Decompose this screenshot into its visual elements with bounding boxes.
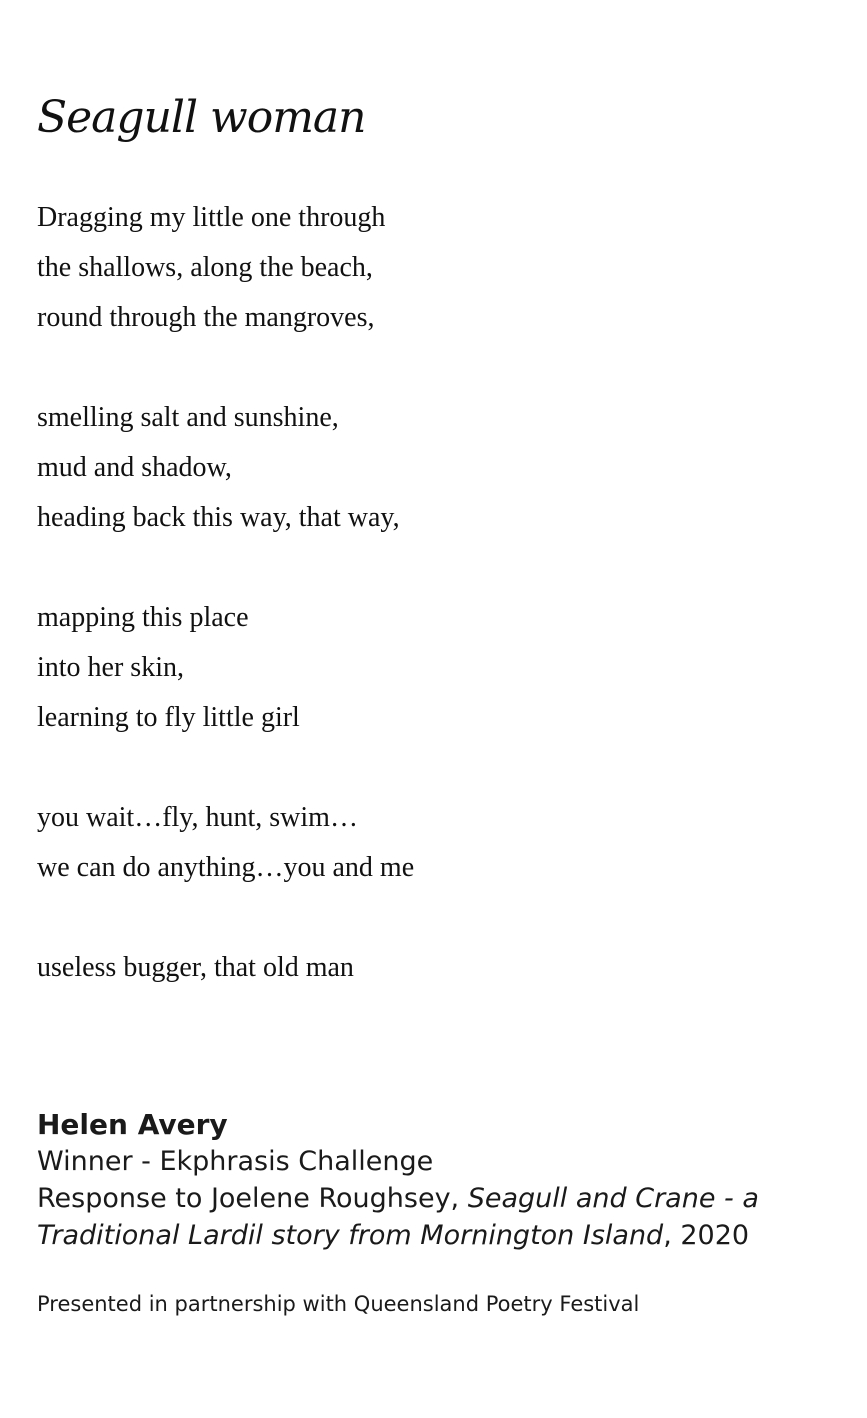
stanza-break (37, 546, 414, 596)
author-name: Helen Avery (37, 1108, 228, 1141)
poem-line: the shallows, along the beach, (37, 252, 373, 283)
poem-line: you wait…fly, hunt, swim… (37, 802, 358, 833)
artwork-year: , 2020 (663, 1220, 750, 1251)
poem-line: learning to fly little girl (37, 702, 300, 733)
poem-body (37, 196, 414, 996)
poem-line: we can do anything…you and me (37, 852, 415, 883)
poem-credits (37, 1106, 759, 1254)
response-prefix: Response to Joelene Roughsey, (37, 1183, 468, 1214)
poem-line: smelling salt and sunshine, (37, 402, 339, 433)
poem-line: mapping this place (37, 602, 249, 633)
poem-line: useless bugger, that old man (37, 952, 354, 983)
response-line-continued (37, 1217, 759, 1254)
stanza-break (37, 346, 414, 396)
stanza-break (37, 746, 414, 796)
poem-title: Seagull woman (37, 92, 366, 143)
poem-line: round through the mangroves, (37, 302, 375, 333)
poem-line: Dragging my little one through (37, 202, 386, 233)
partner-note: Presented in partnership with Queensland Poetry Festival (37, 1292, 640, 1316)
stanza-break (37, 896, 414, 946)
response-line (37, 1180, 759, 1217)
artwork-title-part2: Traditional Lardil story from Mornington Island (37, 1220, 664, 1251)
poem-line: heading back this way, that way, (37, 502, 400, 533)
artwork-title-part1: Seagull and Crane - a (467, 1183, 759, 1214)
award-line: Winner - Ekphrasis Challenge (37, 1146, 434, 1177)
poem-line: into her skin, (37, 652, 184, 683)
poem-line: mud and shadow, (37, 452, 232, 483)
